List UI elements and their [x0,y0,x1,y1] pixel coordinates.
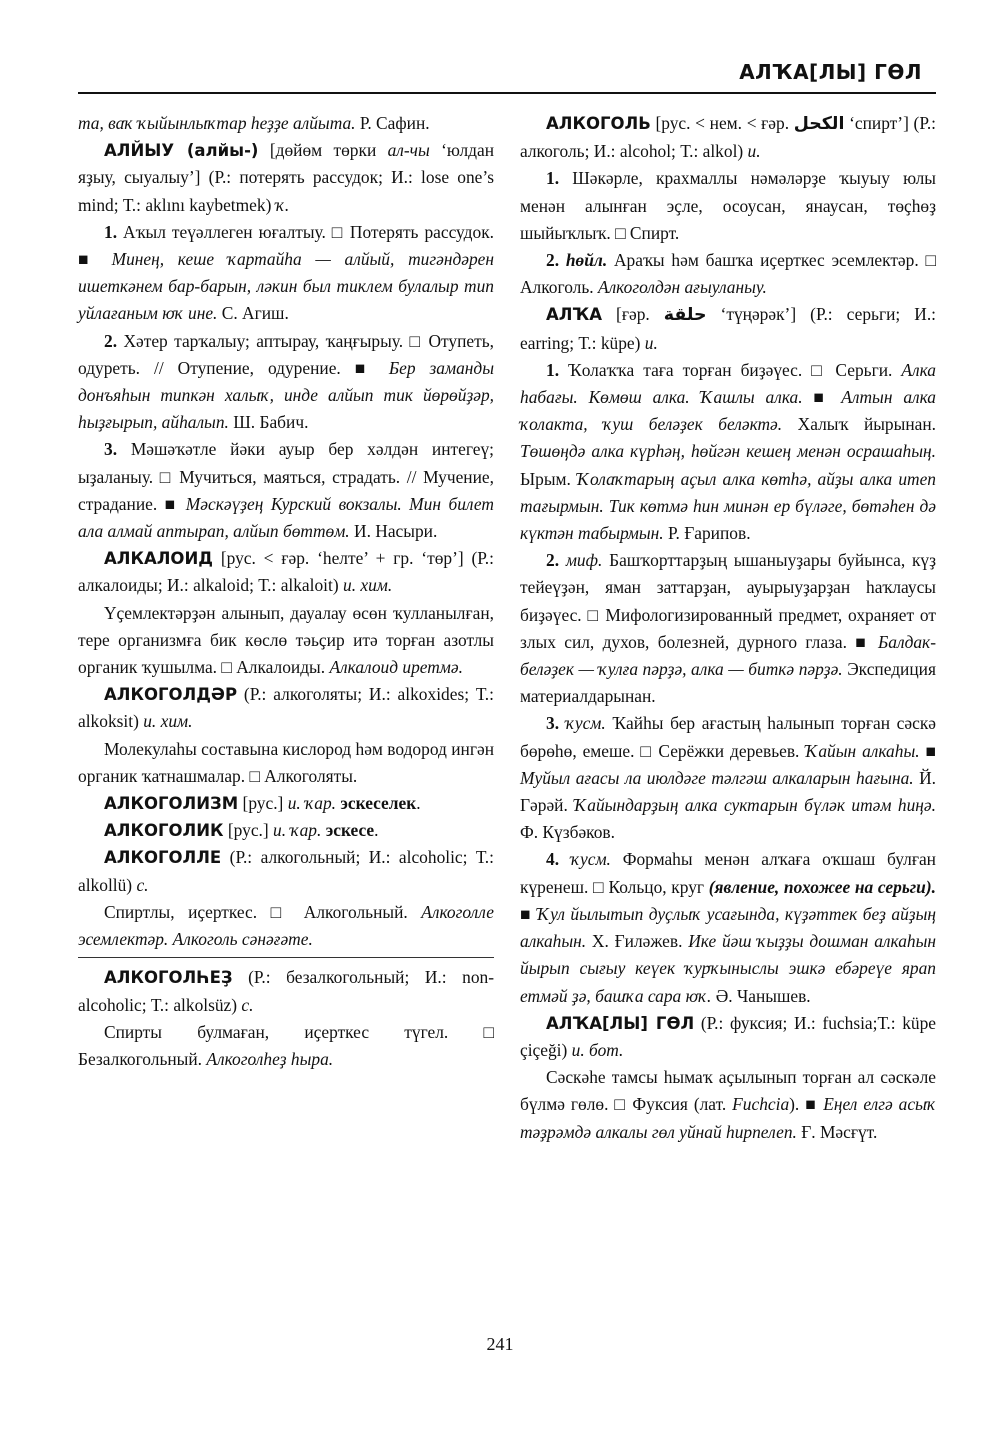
dictionary-paragraph: АЛҠА[ЛЫ] ГӨЛ (Р.: фуксия; И.: fuchsia;Т.: küpe çiçeği) и. бот. [520,1012,936,1060]
left-column [78,110,494,1073]
dictionary-paragraph: АЛКАЛОИД [рус. < ғәр. ‘һелте’ + гр. ‘төр’] (Р.: алкалоиды; И.: alkaloid; Т.: alkaloit) и. хим. [78,548,494,596]
dictionary-paragraph: Спирты булмаған, иҫерткес түгел. □ Безалкогольный. Алкоголһеҙ һыра. [78,1021,494,1069]
page-number: 241 [486,1334,514,1354]
dictionary-paragraph: Үҫемлектәрҙән алынып, дауалау өсөн ҡулланылған, тере организмға бик көслө тәьҫир итә торған азотлы органик ҡушылма. □ Алкалоиды. Алкалоид иретмә. [78,602,494,678]
header-rule [78,92,936,94]
dictionary-paragraph: 2. миф. Башҡорттарҙың ышаныуҙары буйынса, күҙ тейеүҙән, яман заттарҙан, ауырыуҙарҙан һаҡлаусы биҙәүес. □ Мифологизированный предмет, охраняет от злых сил, духов, болезней, дурного глаза. ■ Балдак-беләҙек — ҡулға пәрҙә, алка — биткә пәрҙә. Экспедиция материалдарынан. [520,550,936,707]
dictionary-paragraph: АЛКОГОЛҺЕҘ (Р.: безалкогольный; И.: non-alcoholic; Т.: alkolsüz) с. [78,967,494,1015]
dictionary-paragraph: АЛКОГОЛЬ [рус. < нем. < ғәр. الكحل ‘спирт’] (Р.: алкоголь; И.: alcohol; Т.: alkol) и. [520,113,937,162]
dictionary-paragraph: Молекулаһы составына кислород һәм водород ингән органик ҡатнашмалар. □ Алкоголяты. [78,738,494,786]
dictionary-paragraph: АЛКОГОЛИК [рус.] и. ҡар. эскесе. [104,820,379,841]
entry-separator [78,957,494,958]
running-head: АЛҠА[ЛЫ] ГӨЛ [739,60,922,84]
dictionary-paragraph: АЛЙЫУ (алйы-) [дөйөм төрки ал-чы ‘юлдан яҙыу, сыуалыу’] (Р.: потерять рассудок; И.: lose one’s mind; Т.: aklını kaybetmek) ҡ. [78,140,495,215]
dictionary-paragraph: 3. ҡусм. Ҡайһы бер ағастың һалынып торған сәскә бөрөһө, емеше. □ Серёжки деревьев. Ҡайын алкаһы. ■ Муйыл ағасы ла июлдәге тәлгәш алкаларын һағына. Й. Гәрәй. Ҡайындарҙың алка суктарын бүләк итәм һиңә. Ф. Күзбәков. [520,713,936,843]
dictionary-paragraph: 2. Хәтер тарҡалыу; аптырау, ҡаңғырыу. □ Отупеть, одуреть. // Отупение, одурение. ■ Бер заманды донъяһын типкән халыҡ, инде алйып тик йөрөйҙәр, һыҙғырып, айһалып. Ш. Бабич. [78,330,494,433]
dictionary-paragraph: 2. һөйл. Араҡы һәм башҡа иҫерткес эсемлектәр. □ Алкоголь. Алкоголдән ағыуланыу. [520,250,936,298]
dictionary-paragraph: АЛКОГОЛДӘР (Р.: алкоголяты; И.: alkoxides; Т.: alkoksit) и. хим. [78,684,494,732]
dictionary-paragraph: Сәскәһе тамсы һымаҡ аҫылынып торған ал сәскәле бүлмә гөлө. □ Фуксия (лат. Fuchcia). ■ Еңел елгә асыҡ тәҙрәмдә алкалы гөл уйнай һирпелеп. Ғ. Мәсғүт. [520,1067,936,1142]
dictionary-paragraph: АЛКОГОЛИЗМ [рус.] и. ҡар. эскеселек. [104,793,421,814]
dictionary-paragraph: АЛҠА [ғәр. حلقة ‘түңәрәк’] (Р.: серьги; И.: earring; Т.: küpe) и. [520,304,937,353]
dictionary-paragraph: 4. ҡусм. Формаһы менән алҡаға оҡшаш булған күренеш. □ Кольцо, круг (явление, похожее на серьги). ■ Ҡул йылытып дуҫлыҡ усағында, күҙәттек беҙ айҙың алкаһын. Х. Ғиләжев. Ике йәш ҡыҙҙы дошман алкаһын йырып сығыу кеүек ҡурҡыныслы эшкә ебәреүе ярап етмәй ҙә, башҡа сара юҡ. Ә. Чанышев. [520,849,936,1006]
dictionary-paragraph: АЛКОГОЛЛЕ (Р.: алкогольный; И.: alcoholic; Т.: alkollü) с. [78,847,494,895]
dictionary-paragraph: 1. Ҡолаҡҡа таға торған биҙәүес. □ Серьги. Алка һабағы. Көмөш алка. Ҡашлы алка. ■ Алтын алка ҡолакта, ҡуш беләҙек беләктә. Халыҡ йырынан. Төшөңдә алка күрһәң, һөйгән кешең менән осрашаһың. Ырым. Ҡолаҡтарың аҫыл алка көтһә, айҙы алка итеп тағырмын. Тик көтмә һин минән ер бүләге, бөтәһен дә күктән табырмын. Р. Ғарипов. [520,359,936,544]
dictionary-paragraph: Спиртлы, иҫерткес. □ Алкогольный. Алкоголле эсемлектәр. Алкоголь сәнәғәте. [78,901,494,950]
dictionary-paragraph: 1. Аҡыл теүәллеген юғалтыу. □ Потерять рассудок. ■ Минең, кеше ҡартайһа — алйый, тигәндәрен ишеткәнем бар-барын, ләкин был тиклем булалыр тип уйлағаным юҡ ине. С. Агиш. [78,221,495,324]
dictionary-paragraph: 1. Шәкәрле, крахмаллы нәмәләрҙе ҡыуыу юлы менән алынған эҫле, осоусан, янаусан, төҫһөҙ шыйыҡлыҡ. □ Спирт. [520,168,936,243]
dictionary-paragraph: та, ваҡ ҡыйынлыҡтар һеҙҙе алйыта. Р. Сафин. [78,113,430,133]
dictionary-paragraph: 3. Мәшәҡәтле йәки ауыр бер хәлдән интегеү; ыҙаланыу. □ Мучиться, маяться, страдать. // Мучение, страдание. ■ Мәскәүҙең Курский вокзалы. Мин билет ала алмай аптырап, алйып бөттөм. И. Насыри. [78,439,494,542]
right-column [520,110,936,1146]
